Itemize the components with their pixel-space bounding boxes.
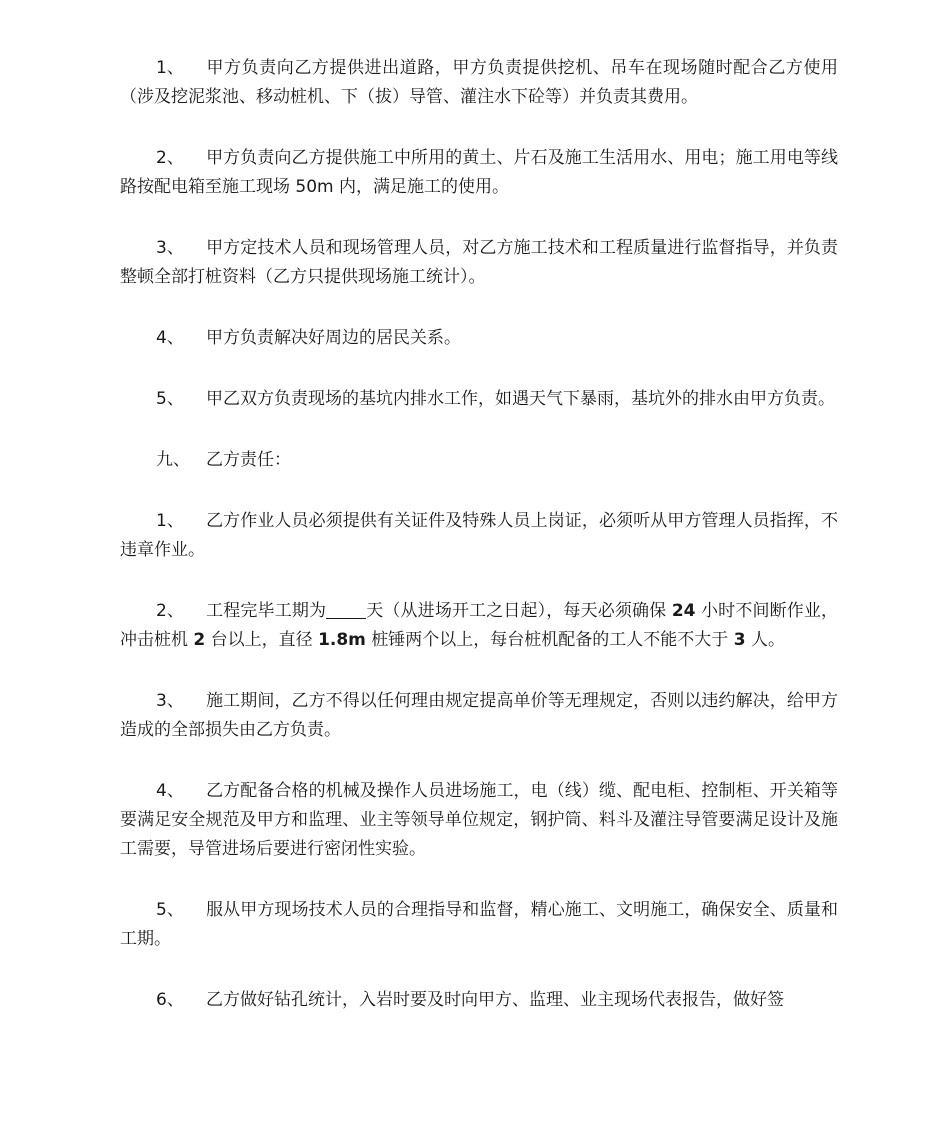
item-text: 甲方负责向乙方提供进出道路，甲方负责提供挖机、吊车在现场随时配合乙方使用（涉及挖泥浆池、移动桩机、下（拔）导管、灌注水下砼等）并负责其费用。 [120, 58, 838, 107]
section-heading [120, 446, 838, 475]
item-text: 人。 [750, 630, 785, 650]
item-text: 甲方定技术人员和现场管理人员，对乙方施工技术和工程质量进行监督指导，并负责整顿全部打桩资料（乙方只提供现场施工统计）。 [120, 238, 838, 287]
item-text: 工程完毕工期为 [206, 601, 327, 621]
item-text: 甲乙双方负责现场的基坑内排水工作，如遇天气下暴雨，基坑外的排水由甲方负责。 [206, 389, 835, 409]
blank-line [326, 600, 366, 619]
item-text: 乙方做好钻孔统计，入岩时要及时向甲方、监理、业主现场代表报告，做好签 [206, 990, 784, 1010]
paragraph-party-b-1 [120, 507, 838, 565]
item-number: 5、 [156, 900, 184, 920]
item-text: 天（从进场开工之日起），每天必须确保 [366, 601, 667, 621]
paragraph-party-b-4 [120, 777, 838, 864]
item-text: 桩锤两个以上，每台桩机配备的工人不能不大于 [371, 630, 729, 650]
item-text: 施工期间，乙方不得以任何理由规定提高单价等无理规定，否则以违约解决，给甲方造成的全部损失由乙方负责。 [120, 691, 838, 740]
item-number: 4、 [156, 781, 184, 801]
item-number: 1、 [156, 511, 184, 531]
paragraph-party-b-3 [120, 687, 838, 745]
bold-number: 24 [671, 601, 696, 621]
section-number: 九、 [156, 450, 190, 470]
item-number: 3、 [156, 691, 184, 711]
paragraph-party-b-6 [120, 986, 838, 1015]
paragraph-party-a-4 [120, 324, 838, 353]
paragraph-party-b-2 [120, 597, 838, 655]
item-number: 3、 [156, 238, 184, 258]
item-number: 2、 [156, 601, 184, 621]
item-text: 服从甲方现场技术人员的合理指导和监督，精心施工、文明施工，确保安全、质量和工期。 [120, 900, 838, 949]
paragraph-party-a-1 [120, 54, 838, 112]
item-text: 小时不间断作业，冲击桩机 [120, 601, 839, 650]
section-title: 乙方责任： [206, 450, 291, 470]
item-text: 甲方负责向乙方提供施工中所用的黄土、片石及施工生活用水、用电；施工用电等线路按配电箱至施工现场 50m 内，满足施工的使用。 [120, 148, 838, 197]
item-number: 2、 [156, 148, 184, 168]
paragraph-party-a-2 [120, 144, 838, 202]
item-text: 乙方配备合格的机械及操作人员进场施工，电（线）缆、配电柜、控制柜、开关箱等要满足安全规范及甲方和监理、业主等领导单位规定，钢护筒、料斗及灌注导管要满足设计及施工需要，导管进场后要进行密闭性实验。 [120, 781, 838, 859]
item-text: 甲方负责解决好周边的居民关系。 [206, 328, 461, 348]
bold-number: 3 [733, 630, 746, 650]
paragraph-party-a-3 [120, 234, 838, 292]
item-number: 1、 [156, 58, 184, 78]
bold-number: 2 [193, 630, 206, 650]
item-number: 5、 [156, 389, 184, 409]
item-number: 6、 [156, 990, 184, 1010]
item-number: 4、 [156, 328, 184, 348]
item-text: 台以上，直径 [210, 630, 313, 650]
bold-number: 1.8m [318, 630, 366, 650]
item-text: 乙方作业人员必须提供有关证件及特殊人员上岗证，必须听从甲方管理人员指挥，不违章作业。 [120, 511, 838, 560]
paragraph-party-a-5 [120, 385, 838, 414]
paragraph-party-b-5 [120, 896, 838, 954]
